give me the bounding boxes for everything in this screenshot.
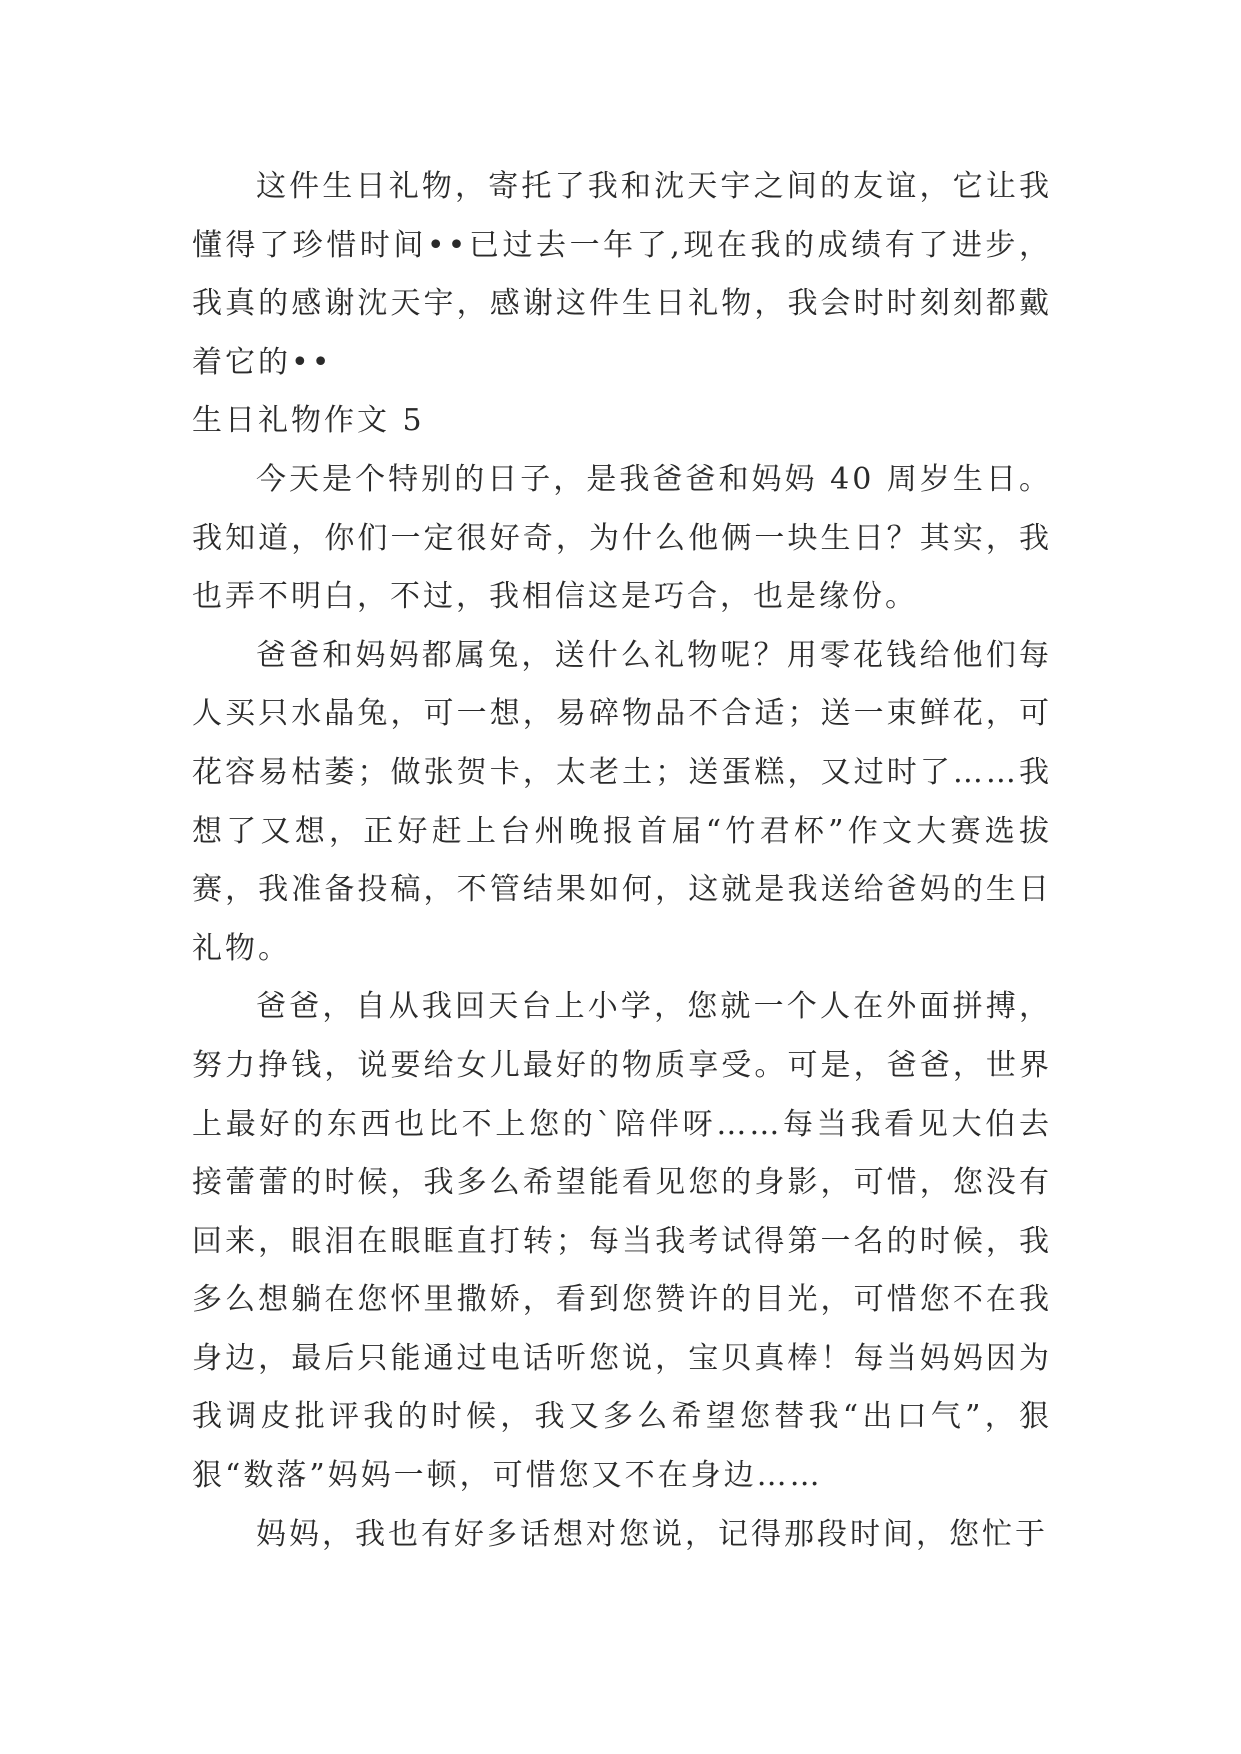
paragraph-special-day: 今天是个特别的日子，是我爸爸和妈妈 40 周岁生日。我知道，你们一定很好奇，为什么他俩一块生日？其实，我也弄不明白，不过，我相信这是巧合，也是缘份。 (192, 461, 1052, 615)
paragraph-to-father: 爸爸，自从我回天台上小学，您就一个人在外面拼搏，努力挣钱，说要给女儿最好的物质享受。可是，爸爸，世界上最好的东西也比不上您的`陪伴呀……每当我看见大伯去接蕾蕾的时候，我多么希望能看见您的身影，可惜，您没有回来，眼泪在眼眶直打转；每当我考试得第一名的时候，我多么想躺在您怀里撒娇，看到您赞许的目光，可惜您不在我身边，最后只能通过电话听您说，宝贝真棒！每当妈妈因为我调皮批评我的时候，我又多么希望您替我“出口气”，狠狠“数落”妈妈一顿，可惜您又不在身边…… (192, 989, 1052, 1494)
paragraph-gift-friendship: 这件生日礼物，寄托了我和沈天宇之间的友谊，它让我懂得了珍惜时间••已过去一年了,现在我的成绩有了进步，我真的感谢沈天宇，感谢这件生日礼物，我会时时刻刻都戴着它的•• (192, 169, 1052, 380)
essay-heading: 生日礼物作文 5 (192, 403, 425, 439)
paragraph-to-mother: 妈妈，我也有好多话想对您说，记得那段时间，您忙于 (256, 1516, 1048, 1552)
paragraph-gift-choice: 爸爸和妈妈都属兔，送什么礼物呢？用零花钱给他们每人买只水晶兔，可一想，易碎物品不合适；送一束鲜花，可花容易枯萎；做张贺卡，太老土；送蛋糕，又过时了……我想了又想，正好赶上台州晚报首届“竹君杯”作文大赛选拔赛，我准备投稿，不管结果如何，这就是我送给爸妈的生日礼物。 (192, 637, 1052, 966)
document-body (192, 158, 1052, 1564)
